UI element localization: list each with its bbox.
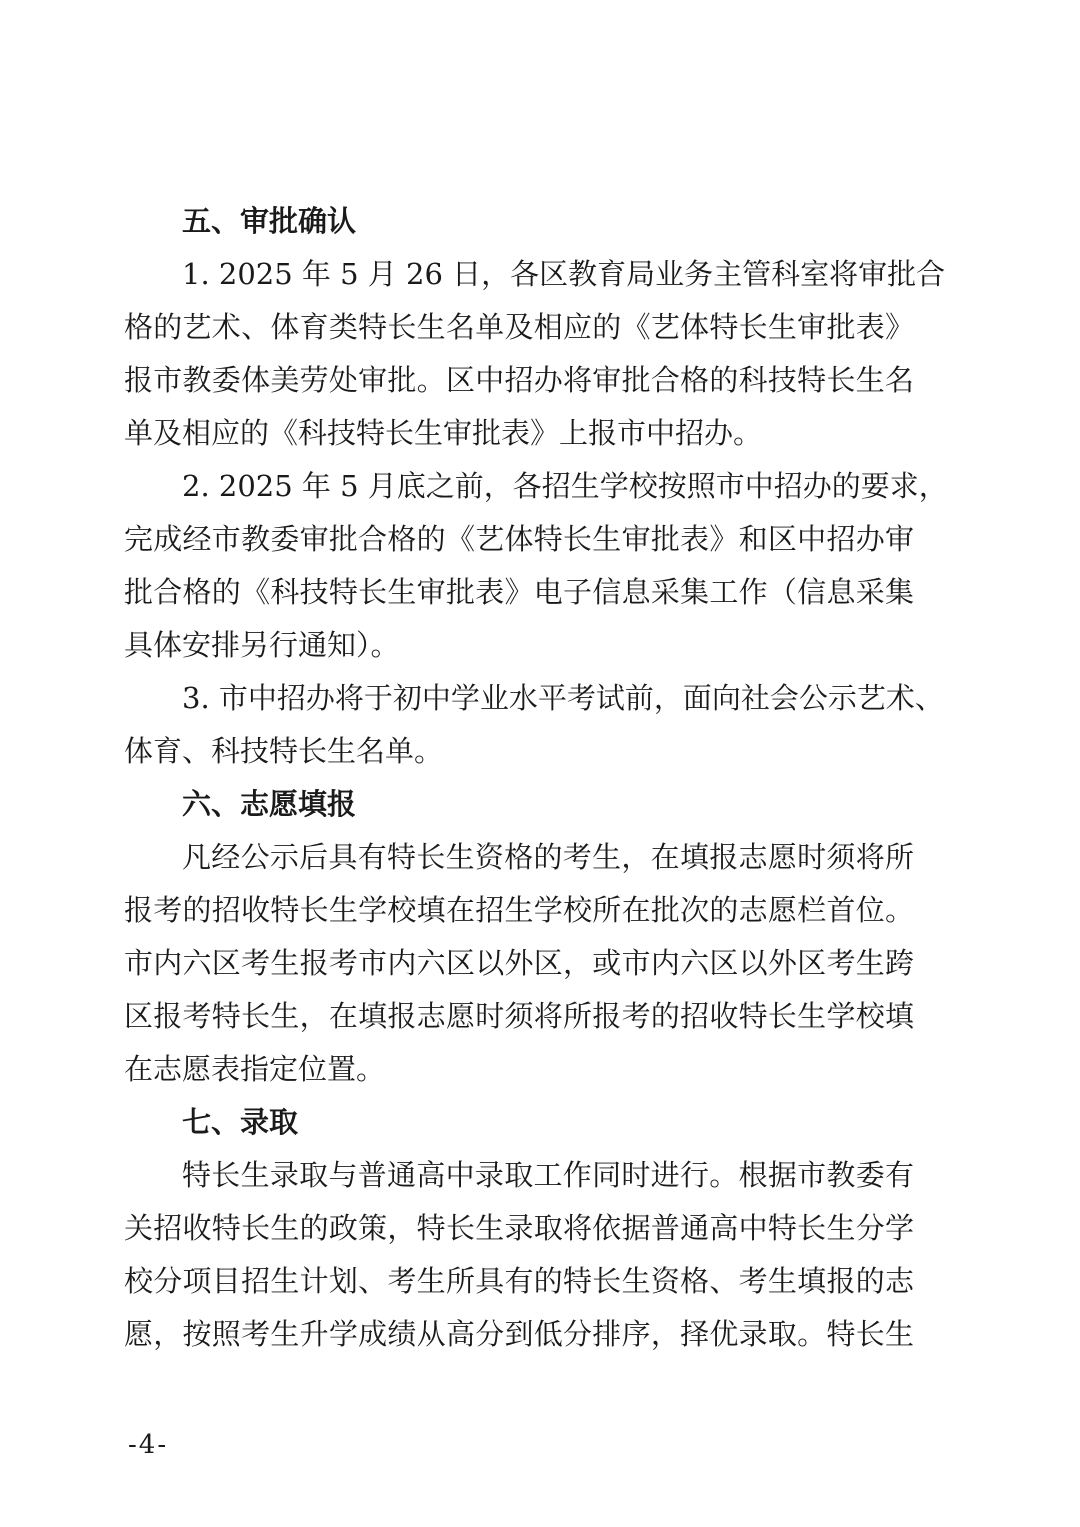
section-heading-approval: 五、审批确认 [182, 204, 357, 238]
text-line: 区报考特长生，在填报志愿时须将所报考的招收特长生学校填 [124, 999, 914, 1033]
paragraph-application-1 [124, 831, 914, 1096]
text-line: 1. 2025 年 5 月 26 日，各区教育局业务主管科室将审批合 [182, 257, 946, 291]
text-line: 凡经公示后具有特长生资格的考生，在填报志愿时须将所 [182, 840, 914, 874]
text-line: 2. 2025 年 5 月底之前，各招生学校按照市中招办的要求， [182, 469, 948, 503]
text-line: 关招收特长生的政策，特长生录取将依据普通高中特长生分学 [124, 1211, 914, 1245]
text-line: 批合格的《科技特长生审批表》电子信息采集工作（信息采集 [124, 575, 914, 609]
page-number: -4- [128, 1430, 169, 1460]
text-line: 3. 市中招办将于初中学业水平考试前，面向社会公示艺术、 [182, 681, 944, 715]
text-line: 报市教委体美劳处审批。区中招办将审批合格的科技特长生名 [124, 363, 914, 397]
paragraph-admission-1 [124, 1149, 914, 1361]
paragraph-approval-1 [124, 248, 946, 460]
text-line: 完成经市教委审批合格的《艺体特长生审批表》和区中招办审 [124, 522, 914, 556]
text-line: 格的艺术、体育类特长生名单及相应的《艺体特长生审批表》 [124, 310, 914, 344]
text-line: 单及相应的《科技特长生审批表》上报市中招办。 [124, 416, 763, 450]
section-heading-admission: 七、录取 [182, 1105, 299, 1139]
paragraph-approval-2 [124, 460, 948, 672]
section-heading-application: 六、志愿填报 [182, 787, 357, 821]
text-line: 体育、科技特长生名单。 [124, 734, 444, 768]
document-body [124, 195, 948, 1361]
text-line: 愿，按照考生升学成绩从高分到低分排序，择优录取。特长生 [124, 1317, 914, 1351]
text-line: 校分项目招生计划、考生所具有的特长生资格、考生填报的志 [124, 1264, 914, 1298]
text-line: 报考的招收特长生学校填在招生学校所在批次的志愿栏首位。 [124, 893, 914, 927]
text-line: 市内六区考生报考市内六区以外区，或市内六区以外区考生跨 [124, 946, 914, 980]
text-line: 在志愿表指定位置。 [124, 1052, 386, 1086]
text-line: 具体安排另行通知）。 [124, 628, 400, 662]
text-line: 特长生录取与普通高中录取工作同时进行。根据市教委有 [182, 1158, 914, 1192]
paragraph-approval-3 [124, 672, 944, 778]
